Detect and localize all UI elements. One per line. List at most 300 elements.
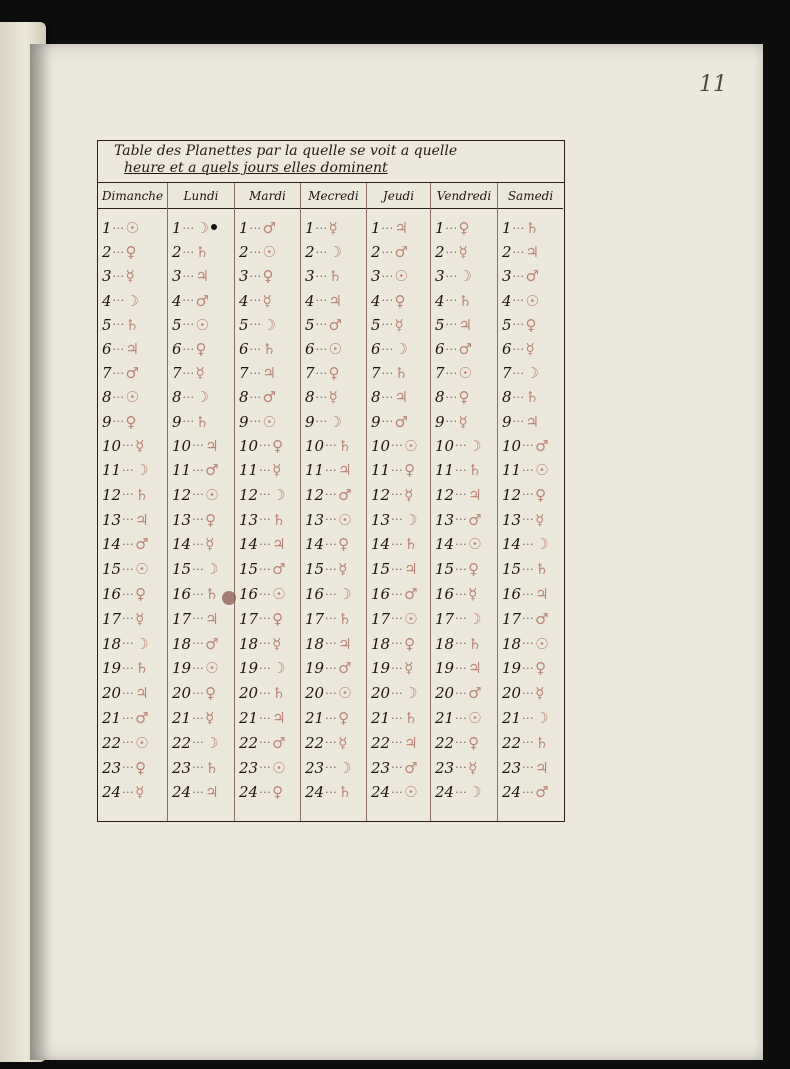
hour-number: 19 (102, 659, 122, 678)
leader-dots: ··· (391, 562, 404, 576)
leader-dots: ··· (325, 537, 338, 551)
leader-dots: ··· (381, 342, 394, 356)
planet-symbol: ☉ (262, 243, 276, 262)
table-cell (235, 435, 300, 457)
leader-dots: ··· (192, 761, 205, 775)
leader-dots: ··· (455, 439, 468, 453)
leader-dots: ··· (455, 785, 468, 799)
leader-dots: ··· (445, 390, 458, 404)
leader-dots: ··· (391, 439, 404, 453)
hour-number: 8 (502, 388, 512, 407)
planet-symbol: ♂ (262, 219, 276, 237)
hour-number: 4 (435, 291, 445, 310)
column-4 (367, 183, 431, 821)
table-cell (498, 707, 563, 729)
planet-symbol: ♃ (535, 758, 549, 777)
planet-symbol: ☉ (328, 340, 342, 358)
table-cell (98, 338, 167, 360)
hour-number: 5 (102, 315, 112, 334)
leader-dots: ··· (315, 318, 328, 332)
leader-dots: ··· (325, 562, 338, 576)
leader-dots: ··· (192, 587, 205, 601)
hour-number: 15 (239, 560, 259, 579)
hour-number: 17 (239, 609, 259, 628)
planet-symbol: ☉ (394, 267, 408, 286)
planet-symbol: ☿ (458, 412, 468, 431)
leader-dots: ··· (192, 537, 205, 551)
hour-number: 2 (102, 243, 112, 262)
hour-number: 7 (435, 364, 445, 383)
table-cell (235, 217, 300, 239)
hour-number: 3 (371, 267, 381, 286)
hour-number: 18 (502, 634, 522, 653)
hour-number: 4 (239, 291, 249, 310)
planet-symbol: ♀ (338, 709, 350, 727)
leader-dots: ··· (259, 736, 272, 750)
planet-symbol: ♀ (458, 388, 470, 407)
leader-dots: ··· (182, 245, 195, 259)
planet-symbol: ♀ (272, 783, 284, 802)
hour-number: 11 (102, 461, 122, 479)
hour-number: 24 (435, 783, 455, 802)
table-cell (168, 338, 234, 360)
table-cell (98, 265, 167, 287)
table-cell (235, 290, 300, 312)
leader-dots: ··· (249, 294, 262, 308)
table-cell (168, 290, 234, 312)
planet-symbol: ☉ (262, 412, 276, 431)
table-cell (367, 386, 430, 408)
hour-number: 9 (435, 412, 445, 431)
table-cell (235, 608, 300, 630)
leader-dots: ··· (249, 245, 262, 259)
planet-symbol: ♄ (525, 388, 539, 407)
table-cell (367, 290, 430, 312)
leader-dots: ··· (259, 711, 272, 725)
table-cell (498, 484, 563, 506)
planet-symbol: ☽ (338, 585, 352, 603)
table-cell (498, 362, 563, 384)
table-cell (498, 411, 563, 433)
hour-number: 17 (102, 609, 122, 628)
table-columns (98, 183, 564, 821)
table-cell (235, 338, 300, 360)
planet-symbol: ♃ (535, 585, 549, 603)
planet-symbol: ♂ (458, 340, 472, 358)
leader-dots: ··· (122, 587, 135, 601)
table-cell (98, 290, 167, 312)
table-cell (235, 241, 300, 263)
table-cell (367, 459, 430, 481)
leader-dots: ··· (455, 463, 468, 477)
table-cell (431, 707, 497, 729)
hour-number: 7 (371, 364, 381, 383)
table-cell (498, 757, 563, 779)
hour-number: 6 (435, 340, 445, 358)
hour-number: 4 (305, 291, 315, 310)
planet-symbol: ♀ (468, 560, 480, 579)
planet-symbol: ☽ (328, 243, 342, 262)
planet-symbol: ♂ (338, 659, 352, 678)
leader-dots: ··· (381, 390, 394, 404)
leader-dots: ··· (192, 661, 205, 675)
leader-dots: ··· (325, 736, 338, 750)
planet-symbol: ☽ (272, 659, 286, 678)
planet-symbol: ☽ (135, 461, 149, 479)
table-cell (168, 484, 234, 506)
folio-number: 11 (699, 72, 727, 97)
leader-dots: ··· (315, 294, 328, 308)
hour-number: 20 (305, 684, 325, 703)
hour-number: 24 (239, 783, 259, 802)
hour-number: 4 (172, 291, 182, 310)
table-cell (367, 583, 430, 605)
leader-dots: ··· (522, 736, 535, 750)
leader-dots: ··· (259, 463, 272, 477)
leader-dots: ··· (112, 390, 125, 404)
leader-dots: ··· (391, 463, 404, 477)
leader-dots: ··· (522, 711, 535, 725)
leader-dots: ··· (249, 415, 262, 429)
hour-number: 23 (371, 758, 391, 777)
hour-number: 20 (102, 684, 122, 703)
planet-symbol: ♀ (125, 412, 137, 431)
hour-number: 5 (502, 315, 512, 334)
hour-number: 22 (502, 733, 522, 752)
leader-dots: ··· (182, 390, 195, 404)
hour-number: 1 (435, 219, 445, 237)
hour-number: 10 (239, 436, 259, 455)
planet-symbol: ♄ (272, 684, 286, 703)
leader-dots: ··· (381, 318, 394, 332)
hour-number: 9 (371, 412, 381, 431)
leader-dots: ··· (455, 637, 468, 651)
hour-number: 24 (305, 783, 325, 802)
table-cell (367, 707, 430, 729)
table-cell (367, 217, 430, 239)
leader-dots: ··· (315, 366, 328, 380)
table-cell (168, 781, 234, 803)
table-cell (367, 265, 430, 287)
table-cell (431, 411, 497, 433)
hour-number: 18 (172, 634, 192, 653)
leader-dots: ··· (122, 785, 135, 799)
planetary-hours-table (97, 140, 565, 822)
planet-symbol: ☿ (468, 585, 478, 603)
hour-number: 20 (239, 684, 259, 703)
hour-number: 10 (102, 436, 122, 455)
leader-dots: ··· (192, 637, 205, 651)
table-cell (168, 682, 234, 704)
planet-symbol: ♄ (125, 315, 139, 334)
planet-symbol: ☉ (404, 436, 418, 455)
table-cell (168, 732, 234, 754)
table-cell (98, 509, 167, 531)
planet-symbol: ☽ (468, 609, 482, 628)
planet-symbol: ☽ (195, 388, 209, 407)
table-cell (431, 217, 497, 239)
hour-number: 24 (102, 783, 122, 802)
planet-symbol: ♄ (338, 609, 352, 628)
hour-number: 19 (305, 659, 325, 678)
hour-number: 2 (502, 243, 512, 262)
leader-dots: ··· (259, 488, 272, 502)
table-cell (498, 290, 563, 312)
table-cell (431, 781, 497, 803)
table-cell (301, 290, 366, 312)
leader-dots: ··· (112, 318, 125, 332)
table-cell (98, 633, 167, 655)
planet-symbol: ☽ (272, 485, 286, 504)
hour-number: 11 (502, 461, 522, 479)
planet-symbol: ♃ (272, 535, 286, 554)
planet-symbol: ♄ (135, 485, 149, 504)
planet-symbol: ♃ (272, 709, 286, 727)
table-cell (367, 484, 430, 506)
hour-number: 21 (239, 709, 259, 727)
hour-number: 12 (102, 485, 122, 504)
table-title (98, 141, 564, 183)
planet-symbol: ♀ (135, 758, 147, 777)
leader-dots: ··· (391, 587, 404, 601)
leader-dots: ··· (512, 221, 525, 235)
planet-symbol: ♄ (404, 709, 418, 727)
hour-number: 5 (172, 315, 182, 334)
planet-symbol: ☽ (205, 733, 219, 752)
hour-number: 4 (502, 291, 512, 310)
leader-dots: ··· (325, 785, 338, 799)
table-cell (301, 583, 366, 605)
table-cell (98, 217, 167, 239)
hour-number: 24 (502, 783, 522, 802)
table-cell (301, 484, 366, 506)
hour-number: 11 (435, 461, 455, 479)
hour-number: 7 (502, 364, 512, 383)
table-cell (367, 533, 430, 555)
planet-symbol: ♃ (135, 510, 149, 529)
table-cell (168, 757, 234, 779)
hour-number: 3 (102, 267, 112, 286)
table-cell (301, 217, 366, 239)
planet-symbol: ☽ (125, 291, 139, 310)
planet-symbol: ☽ (328, 412, 342, 431)
planet-symbol: ♀ (272, 436, 284, 455)
table-cell (367, 558, 430, 580)
table-cell (235, 657, 300, 679)
leader-dots: ··· (325, 711, 338, 725)
planet-symbol: ☉ (195, 315, 209, 334)
leader-dots: ··· (391, 513, 404, 527)
planet-symbol: ♄ (468, 461, 482, 479)
leader-dots: ··· (325, 661, 338, 675)
leader-dots: ··· (391, 785, 404, 799)
leader-dots: ··· (192, 736, 205, 750)
table-cell (235, 484, 300, 506)
planet-symbol: ♂ (535, 783, 549, 802)
leader-dots: ··· (512, 390, 525, 404)
table-cell (98, 781, 167, 803)
leader-dots: ··· (182, 269, 195, 283)
leader-dots: ··· (112, 366, 125, 380)
table-cell (301, 509, 366, 531)
table-cell (168, 509, 234, 531)
hour-number: 19 (371, 659, 391, 678)
hour-number: 22 (305, 733, 325, 752)
leader-dots: ··· (391, 637, 404, 651)
hour-number: 8 (435, 388, 445, 407)
planet-symbol: ☽ (205, 560, 219, 579)
leader-dots: ··· (122, 661, 135, 675)
table-cell (431, 435, 497, 457)
hour-number: 17 (172, 609, 192, 628)
hour-number: 7 (239, 364, 249, 383)
planet-symbol: ☉ (135, 733, 149, 752)
leader-dots: ··· (522, 686, 535, 700)
hour-number: 23 (102, 758, 122, 777)
leader-dots: ··· (522, 761, 535, 775)
planet-symbol: ☽ (394, 340, 408, 358)
column-header: Lundi (168, 183, 234, 209)
leader-dots: ··· (112, 342, 125, 356)
planet-symbol: ☿ (394, 315, 404, 334)
table-cell (98, 533, 167, 555)
ink-stain (222, 591, 236, 605)
planet-symbol: ♃ (525, 243, 539, 262)
table-cell (498, 608, 563, 630)
table-cell (301, 314, 366, 336)
table-cell (367, 411, 430, 433)
leader-dots: ··· (512, 269, 525, 283)
leader-dots: ··· (325, 686, 338, 700)
table-cell (431, 265, 497, 287)
planet-symbol: ☿ (135, 436, 145, 455)
planet-symbol: ☿ (328, 388, 338, 407)
table-cell (168, 241, 234, 263)
leader-dots: ··· (192, 686, 205, 700)
planet-symbol: ♃ (338, 634, 352, 653)
leader-dots: ··· (112, 294, 125, 308)
planet-symbol: ♃ (205, 436, 219, 455)
planet-symbol: ☽ (458, 267, 472, 286)
hour-number: 1 (502, 219, 512, 237)
hour-number: 19 (502, 659, 522, 678)
leader-dots: ··· (455, 661, 468, 675)
table-cell (367, 608, 430, 630)
planet-symbol: ♄ (394, 364, 408, 383)
leader-dots: ··· (122, 612, 135, 626)
table-cell (498, 732, 563, 754)
planet-symbol: ♄ (535, 560, 549, 579)
leader-dots: ··· (455, 686, 468, 700)
planet-symbol: ♂ (125, 364, 139, 383)
table-cell (301, 608, 366, 630)
planet-symbol: ☉ (404, 609, 418, 628)
table-cell (367, 509, 430, 531)
planet-symbol: ♀ (404, 634, 416, 653)
planet-symbol: ♀ (262, 267, 274, 286)
hour-number: 23 (435, 758, 455, 777)
hour-number: 9 (305, 412, 315, 431)
hour-number: 11 (305, 461, 325, 479)
table-cell (168, 386, 234, 408)
table-cell (498, 509, 563, 531)
leader-dots: ··· (315, 269, 328, 283)
leader-dots: ··· (112, 415, 125, 429)
planet-symbol: ♂ (394, 412, 408, 431)
hour-number: 11 (172, 461, 192, 479)
table-cell (367, 362, 430, 384)
table-cell (301, 362, 366, 384)
table-cell (98, 314, 167, 336)
hour-number: 18 (371, 634, 391, 653)
leader-dots: ··· (512, 366, 525, 380)
column-6 (498, 183, 563, 821)
table-cell (367, 314, 430, 336)
table-cell (235, 732, 300, 754)
planet-symbol: ♀ (468, 733, 480, 752)
planet-symbol: ☉ (338, 510, 352, 529)
leader-dots: ··· (192, 711, 205, 725)
planet-symbol: ♀ (205, 510, 217, 529)
planet-symbol: ♄ (135, 659, 149, 678)
hour-number: 11 (239, 461, 259, 479)
planet-symbol: ♀ (272, 609, 284, 628)
planet-symbol: ♄ (195, 412, 209, 431)
planet-symbol: ☿ (272, 461, 282, 479)
leader-dots: ··· (512, 294, 525, 308)
hour-number: 10 (172, 436, 192, 455)
column-header: Jeudi (367, 183, 430, 209)
planet-symbol: ♂ (328, 315, 342, 334)
planet-symbol: ☿ (458, 243, 468, 262)
planet-symbol: ♃ (468, 485, 482, 504)
leader-dots: ··· (259, 562, 272, 576)
table-cell (367, 757, 430, 779)
leader-dots: ··· (391, 686, 404, 700)
leader-dots: ··· (122, 736, 135, 750)
table-cell (431, 509, 497, 531)
planet-symbol: ♃ (135, 684, 149, 703)
planet-symbol: ☉ (272, 585, 286, 603)
planet-symbol: ♄ (468, 634, 482, 653)
planet-symbol: ♂ (525, 267, 539, 286)
hour-number: 21 (502, 709, 522, 727)
planet-symbol: ♀ (135, 585, 147, 603)
leader-dots: ··· (512, 245, 525, 259)
table-cell (168, 657, 234, 679)
leader-dots: ··· (112, 245, 125, 259)
hour-number: 22 (239, 733, 259, 752)
table-cell (431, 583, 497, 605)
planet-symbol: ♃ (404, 560, 418, 579)
leader-dots: ··· (192, 785, 205, 799)
leader-dots: ··· (445, 294, 458, 308)
hour-number: 10 (371, 436, 391, 455)
table-cell (431, 459, 497, 481)
hour-number: 13 (102, 510, 122, 529)
hour-number: 10 (305, 436, 325, 455)
planet-symbol: ♄ (338, 783, 352, 802)
leader-dots: ··· (522, 463, 535, 477)
planet-symbol: ☿ (338, 560, 348, 579)
planet-symbol: ☽ (468, 436, 482, 455)
table-cell (301, 265, 366, 287)
hour-number: 21 (102, 709, 122, 727)
planet-symbol: ♃ (394, 219, 408, 237)
hour-number: 12 (435, 485, 455, 504)
leader-dots: ··· (192, 562, 205, 576)
table-cell (498, 435, 563, 457)
